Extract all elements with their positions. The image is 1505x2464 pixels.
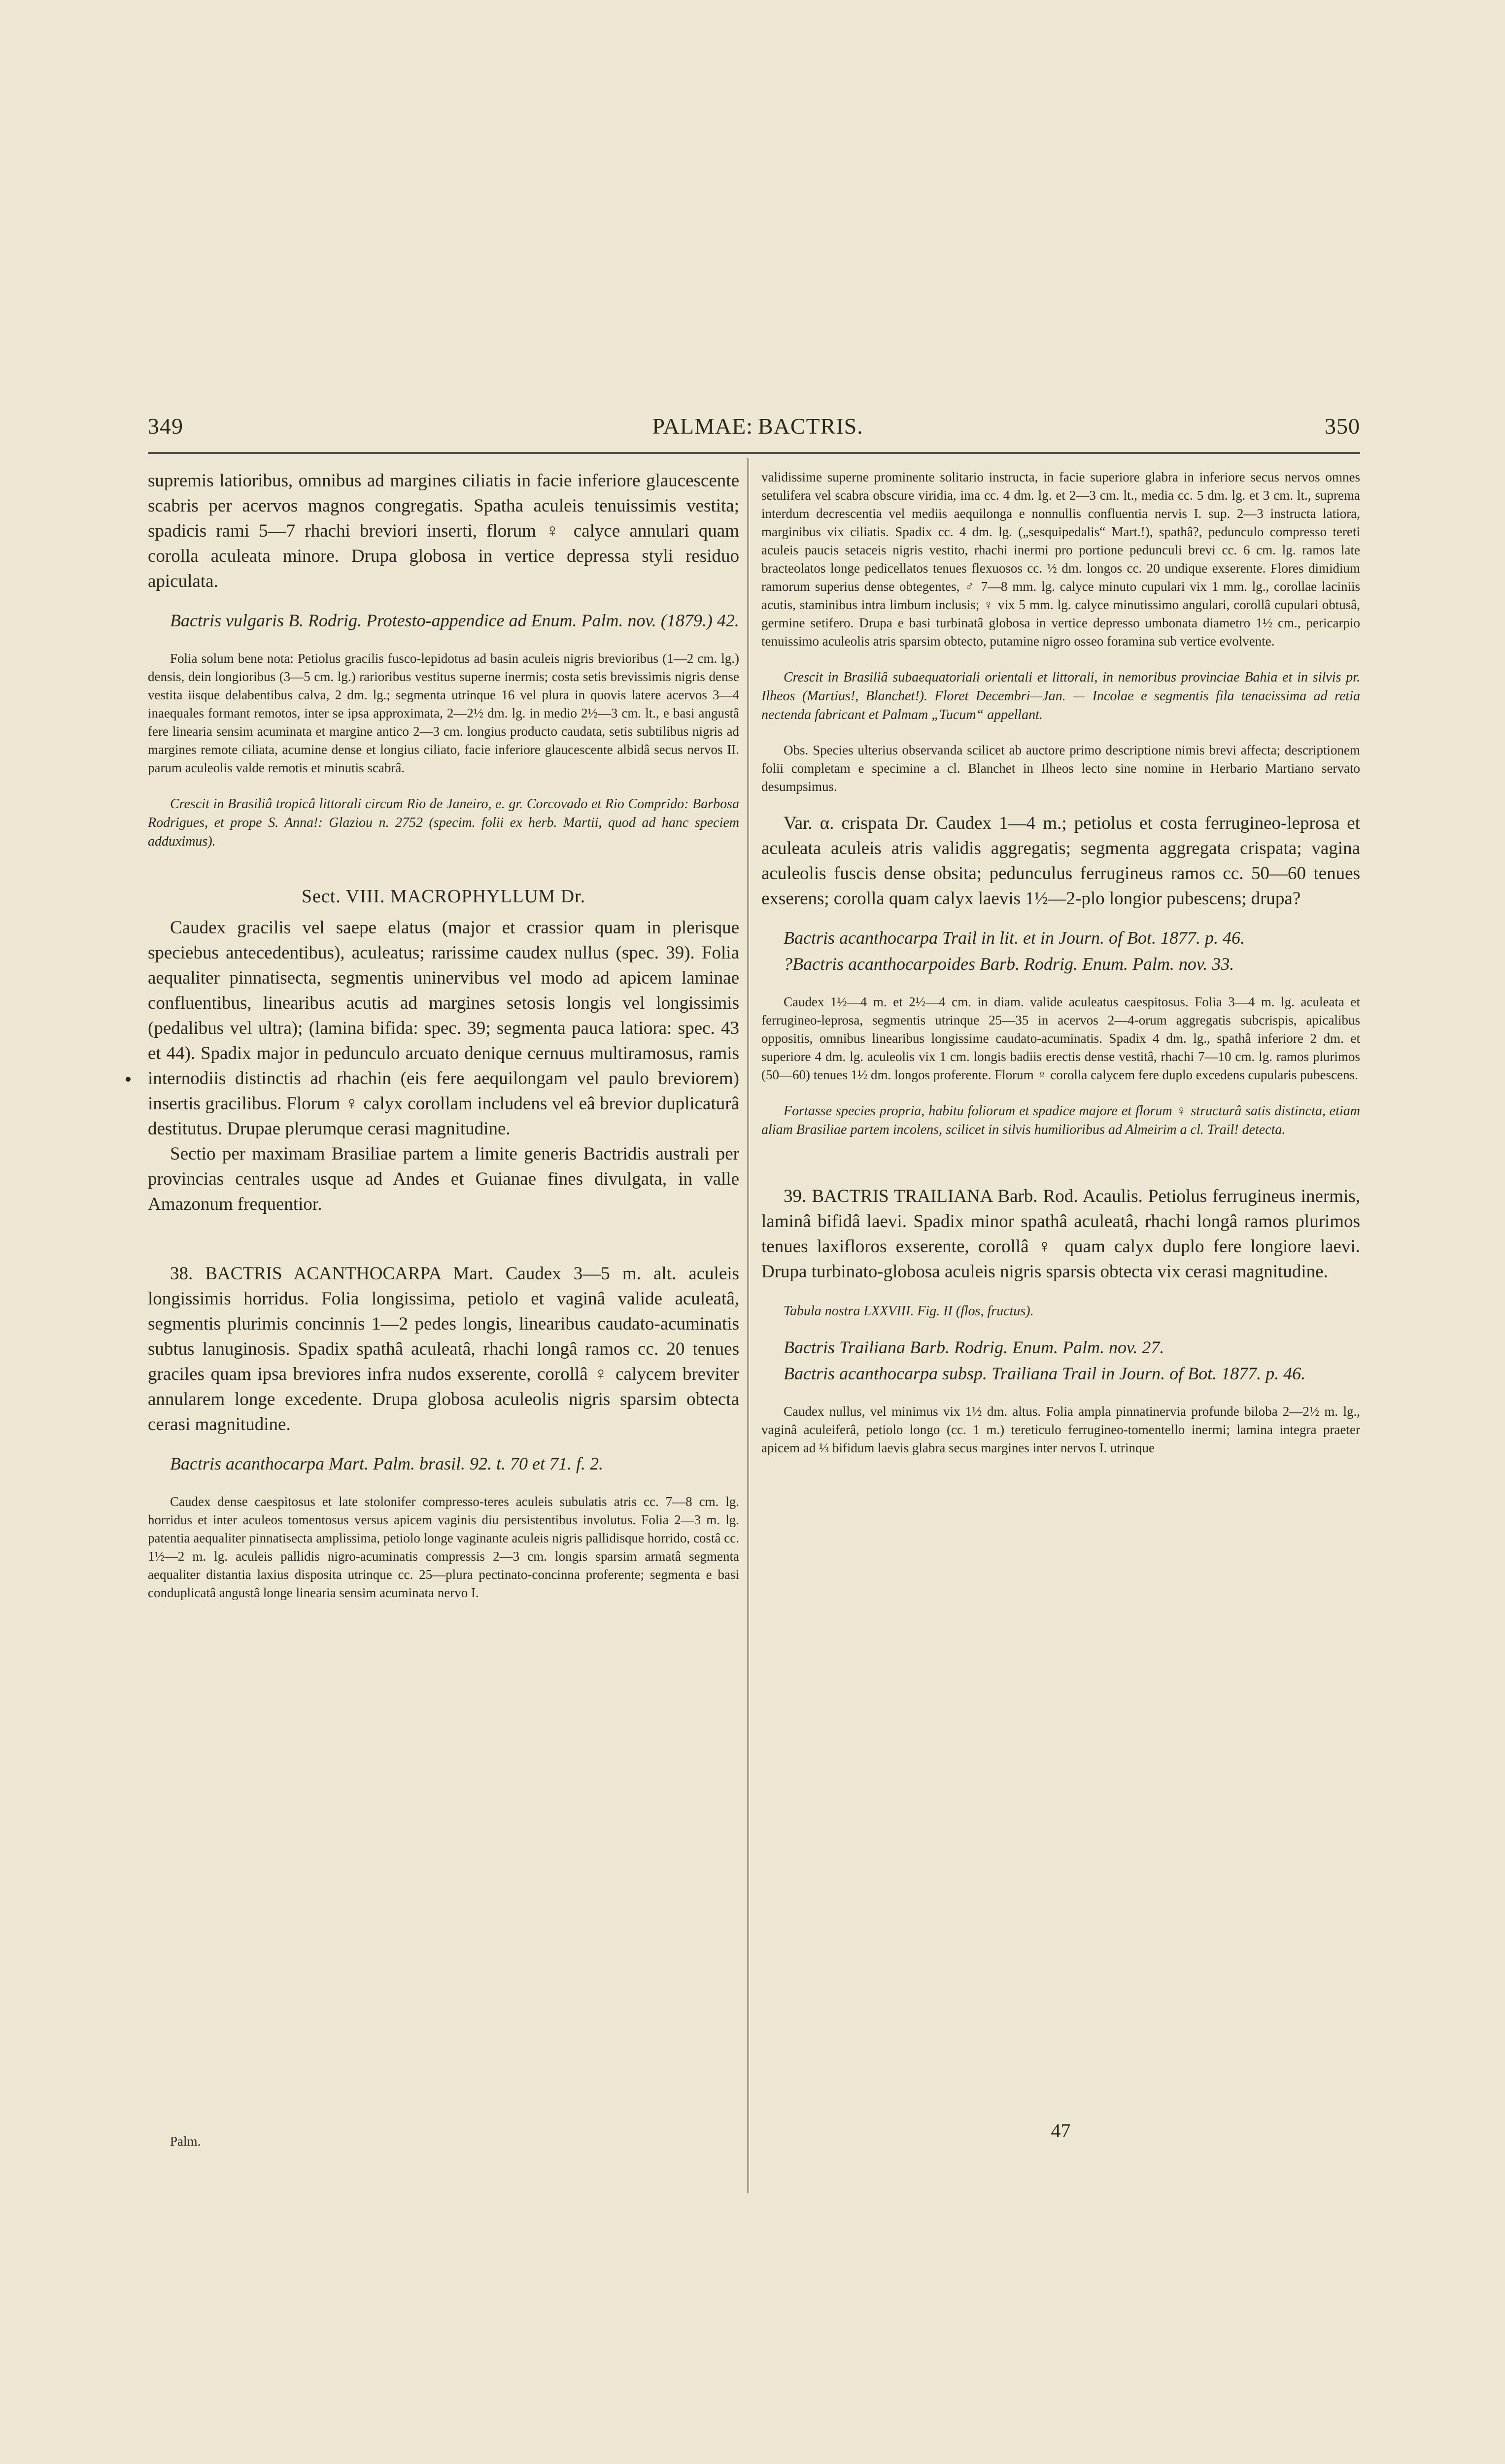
paragraph: supremis latioribus, omnibus ad margines ciliatis in facie inferiore glaucescente scabris per acervos magnos congregatis. Spatha aculeis tenuissimis vestita; spadicis rami 5—7 rhachi breviori inserti, florum ♀ calyce annulari quam corolla aculeata minore. Drupa globosa in vertice depressa styli residuo apiculata. [148,471,739,591]
species-paragraph: 38. BACTRIS ACANTHOCARPA Mart. Caudex 3—5 m. alt. aculeis longissimis horridus. Folia longissima, petiolo et vaginâ valide aculeatâ, segmentis plurimis concinnis 1—2 pedes longis, linearibus caudato-acuminatis subtus lanuginosis. Spadix spathâ aculeatâ, rhachi longâ ramos cc. 20 tenues graciles quam ipsa breviores infra nudos exserente, corollâ ♀ calycem breviter annularem longe excedente. Drupa globosa aculeolis nigris sparsim obtecta cerasi magnitudine. [148,1264,739,1435]
paragraph: Sectio per maximam Brasiliae partem a limite generis Bactridis australi per provincias centrales usque ad Andes et Guianae fines divulgata, in valle Amazonum frequentior. [148,1144,739,1214]
header-title-right: BACTRIS. [758,413,863,439]
description-small: Caudex nullus, vel minimus vix 1½ dm. altus. Folia ampla pinnatinervia profunde biloba 2—2½ m. lg., vaginâ aculeiferâ, petiolo longo (cc. 1 m.) tereticulo ferrugineo-tomentello inermi; lamina integra praeter apicem ad ⅓ bifidum laevis glabra secus margines inter nervos I. utrinque [761,1404,1360,1455]
locality-note: Crescit in Brasiliâ subaequatoriali orientali et littorali, in nemoribus provinciae Bahia et in silvis pr. Ilheos (Martius!, Blanchet!). Floret Decembri—Jan. — Incolae e segmentis fila tenacissima ad retia nectenda fabricant et Palmam „Tucum“ appellant. [761,670,1360,722]
right-column [761,468,1360,1457]
paragraph: Caudex gracilis vel saepe elatus (major et crassior quam in plerisque speciebus antecedentibus), aculeatus; rarissime caudex nullus (spec. 39). Folia aequaliter pinnatisecta, segmentis uninervibus vel modo ad apicem laminae confluentibus, linearibus acutis ad margines setosis longis vel longissimis (pedalibus vel ultra); (lamina bifida: spec. 39; segmenta pauca latiora: spec. 43 et 44). Spadix major in pedunculo arcuato denique cernuus multiramosus, ramis internodiis distinctis ad rhachin (eis fere aequilongam vel paulo breviorem) insertis gracilibus. Florum ♀ calyx corollam includens vel eâ brevior duplicaturâ destitutus. Drupae plerumque cerasi magnitudine. [148,918,739,1139]
plate-reference: Tabula nostra LXXVIII. Fig. II (flos, fructus). [784,1303,1034,1319]
citation: Bactris Trailiana Barb. Rodrig. Enum. Palm. nov. 27. [784,1337,1164,1357]
section-heading: Sect. VIII. MACROPHYLLUM Dr. [301,886,586,907]
citation: Bactris vulgaris B. Rodrig. Protesto-appendice ad Enum. Palm. nov. (1879.) 42. [170,611,739,630]
page-signature: 47 [1051,2120,1071,2142]
margin-mark [126,1077,131,1082]
species-paragraph: 39. BACTRIS TRAILIANA Barb. Rod. Acaulis. Petiolus ferrugineus inermis, laminâ bifidâ laevi. Spadix minor spathâ aculeatâ, rhachi longâ ramos plurimos tenues laxifloros exserente, corollâ ♀ quam calyx duplo fere longiore laevi. Drupa turbinato-globosa aculeis nigris sparsis obtecta vix cerasi magnitudine. [761,1186,1360,1282]
column-divider [748,458,749,2193]
citation: ?Bactris acanthocarpoides Barb. Rodrig. Enum. Palm. nov. 33. [784,954,1234,974]
locality-note: Crescit in Brasiliâ tropicâ littorali circum Rio de Janeiro, e. gr. Corcovado et Rio Comprido: Barbosa Rodrigues, et prope S. Anna!: Glaziou n. 2752 (specim. folii ex herb. Martii, quod ad hanc speciem adduximus). [148,796,739,849]
note-italic: Fortasse species propria, habitu foliorum et spadice majore et florum ♀ structurâ satis distincta, etiam aliam Brasiliae partem incolens, scilicet in silvis humilioribus ad Almeirim a cl. Trail! detecta. [761,1103,1360,1137]
page-number-left: 349 [148,413,183,439]
page-number-right: 350 [1325,413,1360,439]
variety-paragraph: Var. α. crispata Dr. Caudex 1—4 m.; petiolus et costa ferrugineo-leprosa et aculeata aculeis atris validis aggregatis; segmenta aggregata crispata; vagina aculeolis fuscis dense obsita; pedunculus ferrugineus ramos cc. 50—60 tenues exserens; corolla quam calyx laevis 1½—2-plo longior pubescens; drupa? [761,813,1360,909]
header-rule [148,452,1360,454]
footer-signature: Palm. [170,2134,201,2149]
header-title-left: PALMAE: [652,413,753,439]
running-header [148,413,1360,447]
description-small: Folia solum bene nota: Petiolus gracilis fusco-lepidotus ad basin aculeis nigris brevioribus (1—2 cm. lg.) densis, dein longioribus (3—5 cm. lg.) rarioribus vestitus superne inermis; costa setis brevissimis nigris dense vestita iisque delabentibus calva, 2 dm. lg.; segmenta utrinque 16 vel plura in quovis latere acervos 3—4 inaequales formant remotos, inter se ipsa approximata, 2—2½ dm. lg. in medio 2½—3 cm. lt., e basi angustâ fere linearia sensim acuminata et margine antico 2—3 cm. longius producto caudata, setis subtilibus nigris ad margines remote ciliata, acumine dense et longius ciliato, facie inferiore glaucescente albidâ secus nervos II. parum aculeolis valde remotis et minutis scabrâ. [148,651,739,775]
citation: Bactris acanthocarpa Trail in lit. et in Journ. of Bot. 1877. p. 46. [784,928,1245,948]
left-column [148,468,739,1602]
observation-note: Obs. Species ulterius observanda scilicet ab auctore primo descriptione nimis brevi affecta; descriptionem folii completam e specimine a cl. Blanchet in Ilheos lecto sine nomine in Herbario Martiano servato desumpsimus. [761,743,1360,794]
citation: Bactris acanthocarpa subsp. Trailiana Trail in Journ. of Bot. 1877. p. 46. [784,1364,1306,1383]
description-small: Caudex dense caespitosus et late stolonifer compresso-teres aculeis subulatis atris cc. 7—8 cm. lg. horridus et inter aculeos tomentosus versus apicem vaginis diu persistentibus involutus. Folia 2—3 m. lg. patentia aequaliter pinnatisecta amplissima, petiolo longe vaginante aculeis nigris pallidisque horrido, costâ cc. 1½—2 m. lg. aculeis pallidis nigro-acuminatis compressis 2—3 cm. longis sparsim armatâ segmenta aequaliter distantia laxius disposita utrinque cc. 25—plura pectinato-concinna proferente; segmenta e basi conduplicatâ angustâ longe linearia sensim acuminata nervo I. [148,1494,739,1600]
citation: Bactris acanthocarpa Mart. Palm. brasil. 92. t. 70 et 71. f. 2. [170,1454,603,1473]
description-small: validissime superne prominente solitario instructa, in facie superiore glabra in inferiore secus nervos omnes setulifera vel scabra obscure viridia, ima cc. 4 dm. lg. et 2—3 cm. lt., media cc. 5 dm. lg. et 3 cm. lt., suprema interdum decrescentia vel mediis aequilonga e nonnullis confluentia nervis I. sup. 2—3 instructa latiora, marginibus vix ciliatis. Spadix cc. 4 dm. lg. („sesquipedalis“ Mart.!), spathâ?, pedunculo compresso tereti aculeis paucis setaceis nigris vestito, rhachi inermi pro portione pedunculi brevi cc. 6 cm. lg. ramos late bracteolatos longe pedicellatos tenues flexuosos cc. ½ dm. longos cc. 20 undique exserente. Flores dimidium ramorum superius dense obtegentes, ♂ 7—8 mm. lg. calyce minuto cupulari vix 1 mm. lg., corollae laciniis acutis, staminibus intra limbum inclusis; ♀ vix 5 mm. lg. calyce minutissimo angulari, corollâ cupulari obtusâ, germine setifero. Drupa e basi turbinatâ globosa in vertice depresso umbonata diametro 1½ cm., pericarpio tenuissimo aculeolis atris sparsim obtecto, putamine nigro osseo foramina sub vertice evolvente. [761,470,1360,649]
description-small: Caudex 1½—4 m. et 2½—4 cm. in diam. valide aculeatus caespitosus. Folia 3—4 m. lg. aculeata et ferrugineo-leprosa, segmentis utrinque 25—35 in acervos 2—4-orum aggregatis subcrispis, apicalibus oppositis, omnibus linearibus longissime caudato-acuminatis. Spadix 4 dm. lg., spathâ inferiore 2 dm. et superiore 4 dm. lg. aculeolis vix 1 cm. longis badiis erectis dense vestitâ, rhachi 7—10 cm. lg. ramos plurimos (50—60) tenues 1½ dm. longos proferente. Florum ♀ corolla calycem fere duplo excedens cupularis pubescens. [761,994,1360,1082]
